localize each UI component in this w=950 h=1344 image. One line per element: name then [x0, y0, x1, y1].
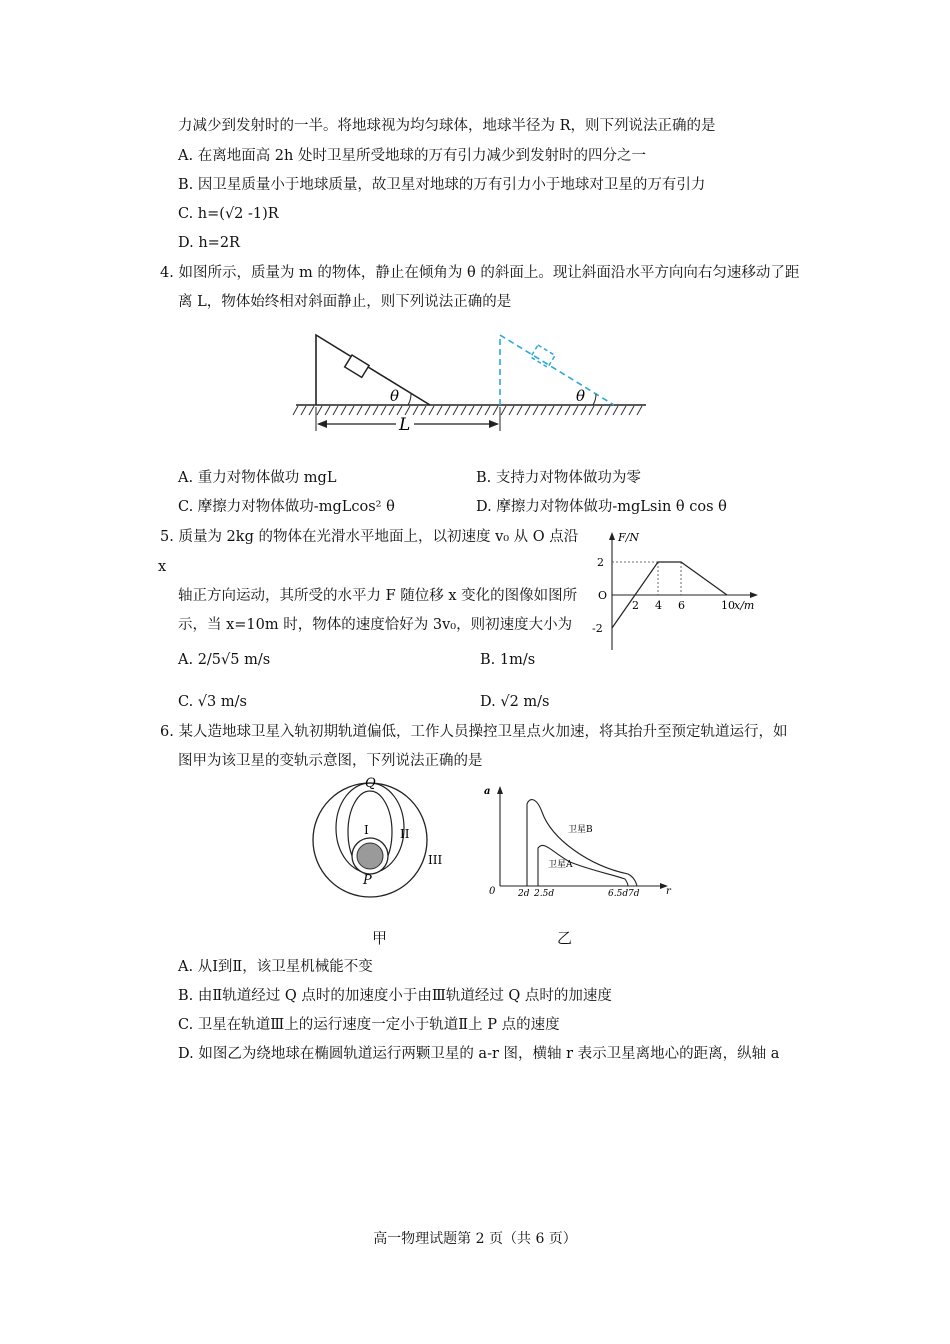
- satellite-b-label: 卫星B: [568, 825, 593, 835]
- satellite-a-label: 卫星A: [548, 860, 573, 870]
- q6-stem-line2: 图甲为该卫星的变轨示意图，下列说法正确的是: [178, 753, 483, 769]
- q6-option-c: C. 卫星在轨道Ⅲ上的运行速度一定小于轨道Ⅱ上 P 点的速度: [178, 1017, 560, 1033]
- y-axis-label: F/N: [618, 531, 639, 544]
- fig-jia-caption: 甲: [372, 929, 388, 947]
- q3-option-b: B. 因卫星质量小于地球质量，故卫星对地球的万有引力小于地球对卫星的万有引力: [178, 177, 706, 193]
- q4-stem-line1: 4. 如图所示，质量为 m 的物体，静止在倾角为 θ 的斜面上。现让斜面沿水平方向向右匀速移动了距: [160, 265, 800, 281]
- r-axis-label: r: [666, 886, 671, 897]
- incline-figure: [290, 325, 660, 440]
- a-r-chart: [480, 782, 680, 898]
- q5-stem-line3: 示，当 x=10m 时，物体的速度恰好为 3v₀，则初速度大小为: [178, 617, 573, 633]
- q6-stem-line1: 6. 某人造地球卫星入轨初期轨道偏低，工作人员操控卫星点火加速，将其抬升至预定轨道运行，如: [160, 724, 788, 740]
- orbit-ii-label: II: [400, 827, 410, 841]
- orbit-i-label: I: [364, 823, 369, 837]
- y-tick-label: 2: [597, 556, 604, 569]
- q5-option-a: A. 2/5√5 m/s: [178, 652, 271, 668]
- q3-option-a: A. 在离地面高 2h 处时卫星所受地球的万有引力减少到发射时的四分之一: [178, 148, 646, 164]
- distance-label: L: [399, 415, 411, 435]
- r-tick-label: 7d: [628, 889, 640, 898]
- r-tick-label: 2.5d: [534, 889, 555, 898]
- orbit-iii-label: III: [428, 853, 443, 867]
- x-axis-label: x/m: [734, 599, 755, 612]
- ar-origin-label: 0: [489, 886, 496, 897]
- fig-yi-caption: 乙: [557, 929, 573, 947]
- q5-option-d: D. √2 m/s: [480, 694, 550, 710]
- theta-left-label: θ: [390, 387, 400, 405]
- q4-option-c: C. 摩擦力对物体做功-mgLcos² θ: [178, 499, 395, 515]
- earth-icon: [357, 843, 383, 869]
- q5-stem-line1: 5. 质量为 2kg 的物体在光滑水平地面上，以初速度 v₀ 从 O 点沿: [160, 529, 579, 545]
- q6-option-b: B. 由Ⅱ轨道经过 Q 点时的加速度小于由Ⅲ轨道经过 Q 点时的加速度: [178, 988, 612, 1004]
- page-footer: 高一物理试题第 2 页（共 6 页）: [373, 1231, 577, 1247]
- r-tick-label: 2d: [518, 889, 530, 898]
- force-displacement-chart: [588, 528, 768, 656]
- q5-stem-line2: 轴正方向运动，其所受的水平力 F 随位移 x 变化的图像如图所: [178, 588, 578, 604]
- x-tick-label: 10: [721, 599, 735, 612]
- q4-option-b: B. 支持力对物体做功为零: [476, 470, 641, 486]
- x-tick-label: 2: [632, 599, 639, 612]
- q5-option-c: C. √3 m/s: [178, 694, 247, 710]
- a-axis-label: a: [484, 786, 491, 797]
- theta-right-label: θ: [576, 387, 586, 405]
- orbit-diagram: [300, 772, 460, 900]
- satellite-b-curve: [527, 800, 637, 886]
- x-tick-label: 6: [678, 599, 685, 612]
- x-tick-label: 4: [655, 599, 662, 612]
- point-q-label: Q: [365, 776, 376, 791]
- q5-option-b: B. 1m/s: [480, 652, 536, 668]
- q4-stem-line2: 离 L，物体始终相对斜面静止，则下列说法正确的是: [178, 294, 512, 310]
- origin-label: O: [598, 589, 608, 602]
- q6-option-a: A. 从Ⅰ到Ⅱ，该卫星机械能不变: [178, 959, 373, 975]
- r-tick-label: 6.5d: [608, 889, 629, 898]
- q6-option-d: D. 如图乙为绕地球在椭圆轨道运行两颗卫星的 a-r 图，横轴 r 表示卫星离地心的距离，纵轴 a: [178, 1046, 780, 1062]
- q3-option-c: C. h=(√2 -1)R: [178, 206, 279, 222]
- point-p-label: P: [363, 873, 372, 888]
- q3-option-d: D. h=2R: [178, 235, 240, 251]
- y-tick-label: -2: [592, 622, 603, 635]
- q3-stem-tail: 力减少到发射时的一半。将地球视为均匀球体，地球半径为 R，则下列说法正确的是: [178, 118, 716, 134]
- q4-option-d: D. 摩擦力对物体做功-mgLsin θ cos θ: [476, 499, 727, 515]
- q5-stem-line1b: x: [158, 559, 167, 575]
- q4-option-a: A. 重力对物体做功 mgL: [178, 470, 337, 486]
